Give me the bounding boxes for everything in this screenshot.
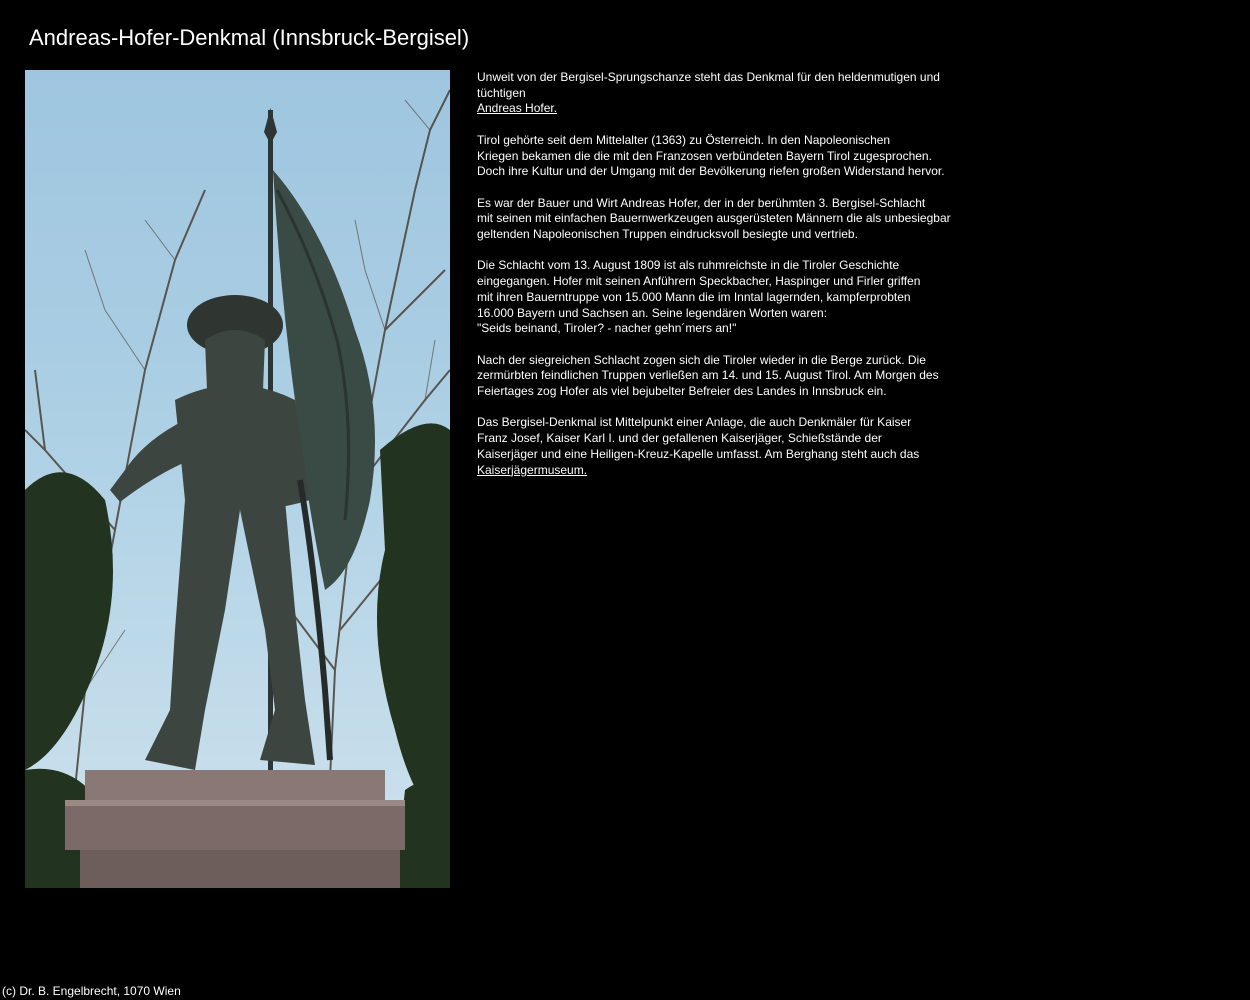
paragraph-history: Tirol gehörte seit dem Mittelalter (1363) zu Österreich. In den Napoleonischen Kriegen bekamen die die mit den Franzosen verbündeten Bayern Tirol zugesprochen. Doch ihre Kultur und der Umgang mit der Bevölkerung riefen großen Widerstand hervor.	[477, 132, 945, 179]
article-text	[477, 70, 957, 494]
copyright-footer: (c) Dr. B. Engelbrecht, 1070 Wien	[2, 984, 181, 998]
paragraph-intro	[477, 70, 957, 117]
pedestal	[65, 770, 405, 888]
memorial-text: Das Bergisel-Denkmal ist Mittelpunkt einer Anlage, die auch Denkmäler für Kaiser Franz Josef, Kaiser Karl I. und der gefallenen Kaiserjäger, Schießstände der Kaiserjäger und eine Heiligen-Kreuz-Kapelle umfasst. Am Berghang steht auch das	[477, 415, 920, 461]
statue-photo	[25, 70, 450, 888]
pole-tip	[264, 108, 277, 144]
statue-figure	[110, 295, 315, 770]
paragraph-aftermath: Nach der siegreichen Schlacht zogen sich die Tiroler wieder in die Berge zurück. Die zermürbten feindlichen Truppen verließen am 14. und 15. August Tirol. Am Morgen des Feiertages zog Hofer als viel bejubelter Befreier des Landes in Innsbruck ein.	[477, 352, 939, 398]
link-kaiserjaegermuseum[interactable]: Kaiserjägermuseum.	[477, 462, 588, 477]
paragraph-battle: Es war der Bauer und Wirt Andreas Hofer, der in der berühmten 3. Bergisel-Schlacht mit seinen mit einfachen Bauernwerkzeugen ausgerüsteten Männern die als unbesiegbar geltenden Napoleonischen Truppen eindrucksvoll besiegte und vertrieb.	[477, 195, 951, 241]
flag	[273, 170, 375, 590]
paragraph-memorial	[477, 415, 957, 478]
intro-text: Unweit von der Bergisel-Sprungschanze steht das Denkmal für den heldenmutigen und tüchtigen	[477, 70, 940, 100]
paragraph-date: Die Schlacht vom 13. August 1809 ist als ruhmreichste in die Tiroler Geschichte eingegangen. Hofer mit seinen Anführern Speckbacher, Haspinger und Firler griffen mit ihren Bauerntruppe von 15.000 Mann die im Inntal lagernden, kampferprobten 16.000 Bayern und Sachsen an. Seine legendären Worten waren: "Seids beinand, Tiroler? - nacher gehn´mers an!"	[477, 258, 921, 336]
link-andreas-hofer[interactable]: Andreas Hofer.	[477, 101, 558, 116]
page-title: Andreas-Hofer-Denkmal (Innsbruck-Bergisel)	[29, 25, 470, 50]
statue-illustration	[25, 70, 450, 888]
